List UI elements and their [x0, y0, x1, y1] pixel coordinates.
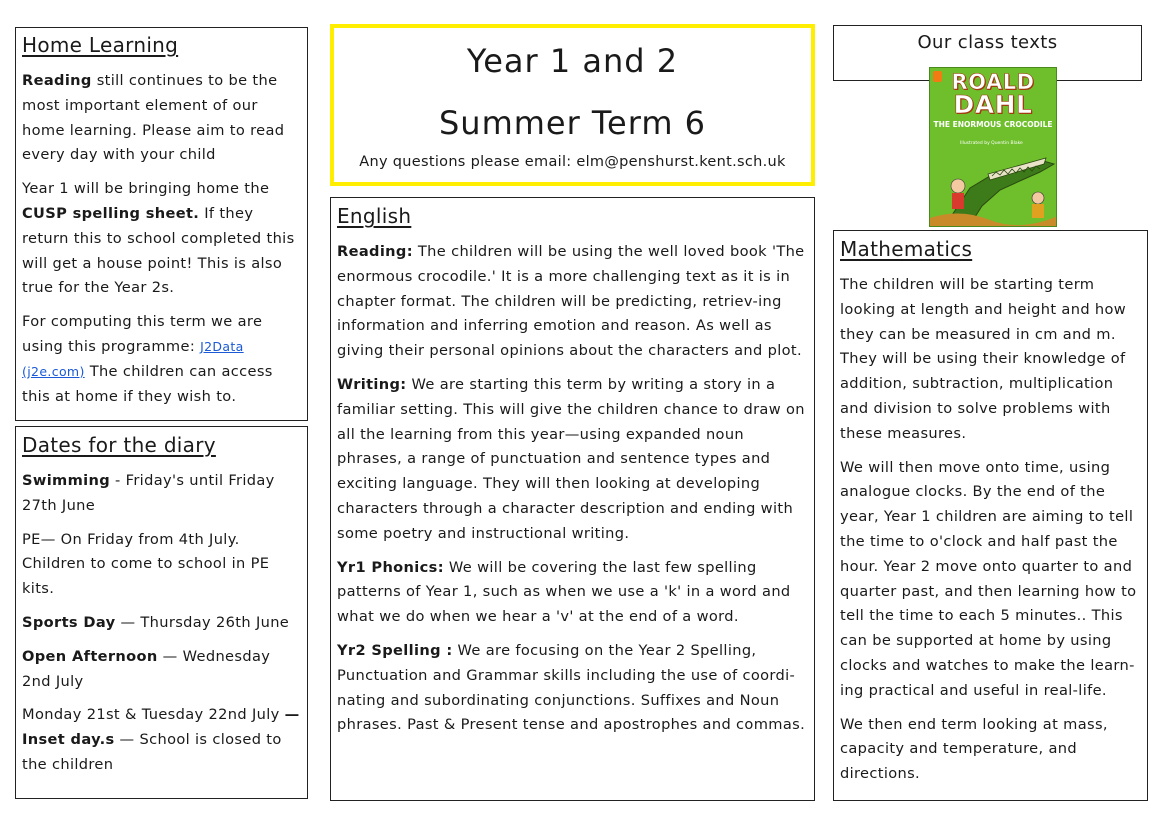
computing-post: The children can access this at home if they wish to.: [22, 362, 273, 405]
english-spelling: [337, 639, 808, 738]
home-learning-panel: [15, 27, 308, 421]
open-afternoon-text: — Wednesday 2nd July: [22, 647, 271, 690]
english-writing-text: We are starting this term by writing a story in a familiar setting. This will give the children chance to draw on all the learning from this year—using expanded noun phrases, a range of punctuation and sentence types and exciting language. They will then looking at developing characters through a character description and ending with some poetry and instructional writing.: [337, 375, 805, 542]
cusp-label: CUSP spelling sheet.: [22, 204, 200, 222]
date-pe: PE— On Friday from 4th July. Children to come to school in PE kits.: [22, 530, 270, 598]
page-subtitle: Summer Term 6: [438, 104, 707, 142]
inset-label: — Inset day.s: [22, 706, 300, 749]
dates-panel: [15, 426, 308, 799]
sports-day-text: — Thursday 26th June: [115, 613, 290, 631]
date-sports-day: [22, 611, 301, 636]
mathematics-heading: Mathematics: [840, 237, 973, 261]
home-learning-spelling: [22, 177, 301, 301]
home-learning-reading: [22, 69, 301, 168]
dates-heading: Dates for the diary: [22, 433, 216, 457]
mathematics-panel: [833, 230, 1148, 801]
book-cover-image: [929, 67, 1057, 227]
page-title: Year 1 and 2: [466, 42, 679, 80]
english-reading: [337, 240, 808, 364]
spelling-pre: Year 1 will be bringing home the: [22, 180, 270, 198]
open-afternoon-label: Open Afternoon: [22, 647, 158, 665]
english-heading: English: [337, 204, 412, 228]
home-learning-computing: [22, 310, 301, 409]
yr2-spelling-text: We are focusing on the Year 2 Spelling, Punctuation and Grammar skills including the use of coordi-nating and subordinating conjunctions. Suffixes and Noun phrases. Past & Present tense and apostrophes and commas.: [337, 641, 806, 734]
book-illustrator: Illustrated by Quentin Blake: [960, 141, 1023, 146]
inset-post: — School is closed to the children: [22, 731, 282, 773]
english-reading-text: The children will be using the well loved book 'The enormous crocodile.' It is a more challenging text as it is in chapter format. The children will be predicting, retriev-ing information and inferring emotion and reason. As well as giving their personal opinions about the characters and plot.: [337, 243, 805, 360]
home-learning-heading: Home Learning: [22, 33, 179, 57]
date-open-afternoon: [22, 645, 301, 695]
spelling-post: If they return this to school completed this will get a house point! This is also true for the Year 2s.: [22, 204, 295, 297]
title-panel: [330, 24, 815, 186]
date-inset-days: [22, 703, 301, 777]
english-writing-label: Writing:: [337, 375, 407, 393]
phonics-text: We will be covering the last few spelling patterns of Year 1, such as when we use a 'k' in a word and what we do when we hear a 'v' at the end of a word.: [337, 558, 791, 626]
swimming-text: - Friday's until Friday 27th June: [22, 472, 275, 514]
crocodile-illustration-icon: [930, 68, 1057, 227]
contact-email: Any questions please email: elm@penshurst.kent.sch.uk: [359, 154, 786, 170]
english-panel: [330, 197, 815, 801]
date-swimming: [22, 469, 301, 519]
english-reading-label: Reading:: [337, 243, 413, 260]
inset-pre: Monday 21st & Tuesday 22nd July: [22, 706, 285, 724]
computing-pre: For computing this term we are using this programme:: [22, 313, 263, 355]
j2data-link[interactable]: J2Data (j2e.com): [22, 338, 244, 379]
book-author-first: ROALD: [951, 70, 1035, 94]
yr2-spelling-label: Yr2 Spelling :: [337, 641, 453, 659]
book-author-last: DAHL: [953, 90, 1033, 119]
book-title: THE ENORMOUS CROCODILE: [933, 120, 1053, 129]
reading-label: Reading: [22, 72, 92, 89]
maths-time: We will then move onto time, using analogue clocks. By the end of the year, Year 1 children are aiming to tell the time to o'clock and half past the hour. Year 2 move onto quarter to and quarter past, and then learning how to tell the time to each 5 minutes.. This can be supported at home by using clocks and watches to make the learn-ing practical and useful in real-life.: [840, 458, 1137, 699]
maths-measures: The children will be starting term looking at length and height and how they can be measured in cm and m. They will be using their knowledge of addition, subtraction, multiplication and division to solve problems with these measures.: [840, 276, 1127, 442]
sports-day-label: Sports Day: [22, 613, 116, 631]
english-phonics: [337, 556, 808, 630]
class-texts-label: Our class texts: [917, 32, 1058, 53]
phonics-label: Yr1 Phonics:: [337, 558, 444, 576]
english-writing: [337, 373, 808, 547]
maths-mass: We then end term looking at mass, capacity and temperature, and directions.: [840, 715, 1108, 783]
reading-text: still continues to be the most important element of our home learning. Please aim to read every day with your child: [22, 72, 285, 164]
swimming-label: Swimming: [22, 472, 111, 489]
